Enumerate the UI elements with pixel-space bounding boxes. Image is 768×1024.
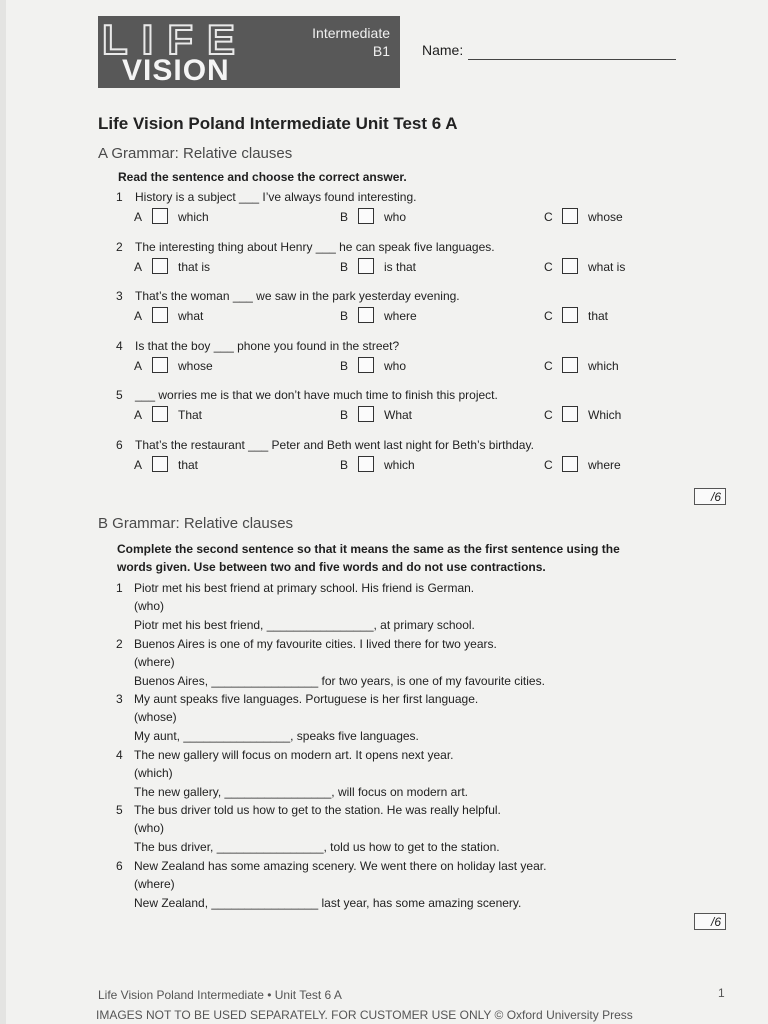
answer-start: New Zealand, bbox=[134, 896, 212, 910]
answer-start: Piotr met his best friend, bbox=[134, 618, 267, 632]
answer-end: last year, has some amazing scenery. bbox=[318, 896, 522, 910]
answer-sentence bbox=[134, 729, 419, 743]
page-edge bbox=[0, 0, 6, 1024]
answer-sentence bbox=[134, 674, 545, 688]
answer-option bbox=[544, 406, 621, 422]
logo-life-text: LIFE bbox=[102, 16, 249, 63]
answer-end: , will focus on modern art. bbox=[331, 784, 469, 799]
answer-checkbox[interactable] bbox=[152, 456, 168, 472]
answer-start: My aunt, bbox=[134, 729, 184, 744]
question-text: The interesting thing about Henry ___ he can speak five languages. bbox=[135, 239, 495, 254]
item-cue: (who) bbox=[134, 821, 165, 836]
answer-checkbox[interactable] bbox=[562, 258, 578, 274]
item-cue: (who) bbox=[134, 599, 165, 613]
logo-vision-text: VISION bbox=[122, 54, 230, 87]
option-label: whose bbox=[588, 210, 623, 224]
option-label: that bbox=[588, 309, 609, 323]
item-sentence: My aunt speaks five languages. Portuguese is her first language. bbox=[134, 692, 479, 707]
option-letter: A bbox=[134, 408, 143, 422]
option-letter: B bbox=[340, 408, 349, 422]
option-label: that is bbox=[178, 259, 211, 274]
answer-blank[interactable]: ________________ bbox=[216, 840, 324, 855]
option-label: who bbox=[384, 358, 407, 373]
answer-option bbox=[544, 456, 621, 472]
option-letter: B bbox=[340, 358, 349, 373]
answer-checkbox[interactable] bbox=[358, 307, 374, 323]
option-letter: A bbox=[134, 259, 143, 274]
item-number: 4 bbox=[116, 747, 123, 762]
answer-option bbox=[340, 208, 406, 224]
section-a-heading: A Grammar: Relative clauses bbox=[98, 145, 293, 162]
item-sentence: Buenos Aires is one of my favourite cities. I lived there for two years. bbox=[134, 636, 497, 651]
option-letter: B bbox=[340, 309, 349, 323]
answer-checkbox[interactable] bbox=[562, 208, 578, 224]
answer-option bbox=[340, 406, 412, 422]
name-input-line[interactable] bbox=[468, 59, 676, 60]
option-letter: A bbox=[134, 309, 143, 323]
answer-end: , told us how to get to the station. bbox=[323, 840, 500, 855]
question-text: ___ worries me is that we don’t have much time to finish this project. bbox=[135, 388, 498, 402]
answer-checkbox[interactable] bbox=[358, 357, 374, 373]
question-number: 3 bbox=[116, 289, 123, 303]
section-b-score-box: /6 bbox=[694, 913, 726, 930]
section-a-score-box: /6 bbox=[694, 488, 726, 505]
answer-option bbox=[340, 258, 416, 274]
option-label: whose bbox=[178, 358, 213, 373]
answer-checkbox[interactable] bbox=[152, 208, 168, 224]
option-label: That bbox=[178, 408, 203, 422]
option-letter: C bbox=[544, 210, 553, 224]
option-letter: C bbox=[544, 408, 553, 422]
answer-sentence bbox=[134, 785, 468, 799]
answer-start: Buenos Aires, bbox=[134, 673, 212, 688]
answer-sentence bbox=[134, 618, 475, 632]
answer-option bbox=[134, 406, 202, 422]
item-number: 3 bbox=[116, 692, 123, 707]
option-letter: A bbox=[134, 457, 143, 472]
answer-option bbox=[134, 357, 213, 373]
question-number: 5 bbox=[116, 388, 123, 402]
answer-checkbox[interactable] bbox=[358, 208, 374, 224]
answer-option bbox=[134, 258, 210, 274]
answer-sentence bbox=[134, 840, 500, 854]
question-number: 2 bbox=[116, 239, 123, 254]
level-intermediate: Intermediate bbox=[312, 25, 390, 41]
option-label: where bbox=[588, 457, 621, 472]
question-text: Is that the boy ___ phone you found in the street? bbox=[135, 338, 400, 353]
item-cue: (whose) bbox=[134, 710, 177, 725]
option-label: is that bbox=[384, 259, 417, 274]
item-number: 2 bbox=[116, 636, 123, 651]
answer-option bbox=[544, 357, 619, 373]
option-label: What bbox=[384, 408, 413, 422]
answer-checkbox[interactable] bbox=[152, 406, 168, 422]
page-number: 1 bbox=[718, 986, 725, 1000]
page-title: Life Vision Poland Intermediate Unit Test 6 A bbox=[98, 114, 458, 133]
question-text: That’s the woman ___ we saw in the park yesterday evening. bbox=[135, 289, 460, 303]
item-sentence: The new gallery will focus on modern art. It opens next year. bbox=[134, 747, 454, 762]
item-number: 5 bbox=[116, 803, 123, 818]
answer-blank[interactable]: ________________ bbox=[211, 673, 319, 688]
item-sentence: The bus driver told us how to get to the station. He was really helpful. bbox=[134, 803, 501, 818]
answer-checkbox[interactable] bbox=[562, 406, 578, 422]
option-letter: C bbox=[544, 457, 553, 472]
answer-checkbox[interactable] bbox=[562, 456, 578, 472]
option-label: which bbox=[384, 457, 415, 472]
option-label: where bbox=[384, 309, 417, 323]
option-letter: A bbox=[134, 358, 143, 373]
option-letter: C bbox=[544, 259, 553, 274]
footer-copyright: IMAGES NOT TO BE USED SEPARATELY. FOR CUSTOMER USE ONLY © Oxford University Press bbox=[96, 1008, 633, 1022]
answer-sentence bbox=[134, 896, 521, 910]
question-number: 1 bbox=[116, 190, 123, 204]
option-letter: C bbox=[544, 358, 553, 373]
question-number: 4 bbox=[116, 338, 123, 353]
answer-blank[interactable]: ________________ bbox=[266, 618, 374, 632]
question-text: That’s the restaurant ___ Peter and Beth went last night for Beth’s birthday. bbox=[135, 437, 534, 452]
option-letter: A bbox=[134, 210, 143, 224]
answer-checkbox[interactable] bbox=[358, 258, 374, 274]
answer-option bbox=[544, 258, 625, 274]
option-label: what is bbox=[588, 259, 626, 274]
option-label: which bbox=[178, 210, 209, 224]
option-label: which bbox=[588, 358, 619, 373]
answer-blank[interactable]: ________________ bbox=[183, 729, 291, 744]
answer-checkbox[interactable] bbox=[152, 357, 168, 373]
option-letter: C bbox=[544, 309, 553, 323]
answer-checkbox[interactable] bbox=[562, 357, 578, 373]
level-label bbox=[312, 24, 390, 60]
question-text: History is a subject ___ I’ve always found interesting. bbox=[135, 190, 417, 204]
answer-option bbox=[134, 307, 203, 323]
item-cue: (where) bbox=[134, 877, 175, 891]
option-letter: B bbox=[340, 210, 349, 224]
item-sentence: New Zealand has some amazing scenery. We went there on holiday last year. bbox=[134, 859, 547, 873]
answer-option bbox=[134, 208, 209, 224]
item-number: 6 bbox=[116, 859, 123, 873]
item-cue: (where) bbox=[134, 654, 175, 669]
answer-start: The bus driver, bbox=[134, 840, 217, 855]
level-b1: B1 bbox=[372, 43, 390, 59]
answer-blank[interactable]: ________________ bbox=[211, 896, 319, 910]
item-cue: (which) bbox=[134, 765, 173, 780]
option-letter: B bbox=[340, 457, 349, 472]
answer-checkbox[interactable] bbox=[358, 456, 374, 472]
section-b-heading: B Grammar: Relative clauses bbox=[98, 515, 294, 532]
answer-option bbox=[340, 456, 415, 472]
answer-end: , speaks five languages. bbox=[290, 729, 419, 744]
option-label: what bbox=[178, 309, 204, 323]
option-label: Which bbox=[588, 408, 622, 422]
footer-title: Life Vision Poland Intermediate • Unit Test 6 A bbox=[98, 988, 342, 1002]
answer-option bbox=[340, 307, 417, 323]
section-a-instruction: Read the sentence and choose the correct answer. bbox=[118, 170, 407, 184]
answer-blank[interactable]: ________________ bbox=[224, 784, 332, 799]
item-sentence: Piotr met his best friend at primary school. His friend is German. bbox=[134, 581, 475, 595]
answer-checkbox[interactable] bbox=[152, 258, 168, 274]
answer-option bbox=[340, 357, 406, 373]
question-number: 6 bbox=[116, 437, 123, 452]
item-number: 1 bbox=[116, 581, 123, 595]
answer-option bbox=[544, 208, 623, 224]
answer-option bbox=[134, 456, 198, 472]
answer-end: for two years, is one of my favourite cities. bbox=[318, 673, 545, 688]
answer-checkbox[interactable] bbox=[358, 406, 374, 422]
answer-checkbox[interactable] bbox=[562, 307, 578, 323]
section-b-instruction-2: words given. Use between two and five words and do not use contractions. bbox=[117, 560, 546, 574]
answer-checkbox[interactable] bbox=[152, 307, 168, 323]
option-label: who bbox=[384, 210, 407, 224]
answer-end: , at primary school. bbox=[373, 618, 475, 632]
answer-option bbox=[544, 307, 608, 323]
life-vision-logo bbox=[98, 16, 400, 88]
answer-start: The new gallery, bbox=[134, 784, 225, 799]
name-label: Name: bbox=[422, 42, 464, 58]
option-label: that bbox=[178, 457, 199, 472]
option-letter: B bbox=[340, 259, 349, 274]
section-b-instruction-1: Complete the second sentence so that it means the same as the first sentence using the bbox=[117, 542, 620, 556]
